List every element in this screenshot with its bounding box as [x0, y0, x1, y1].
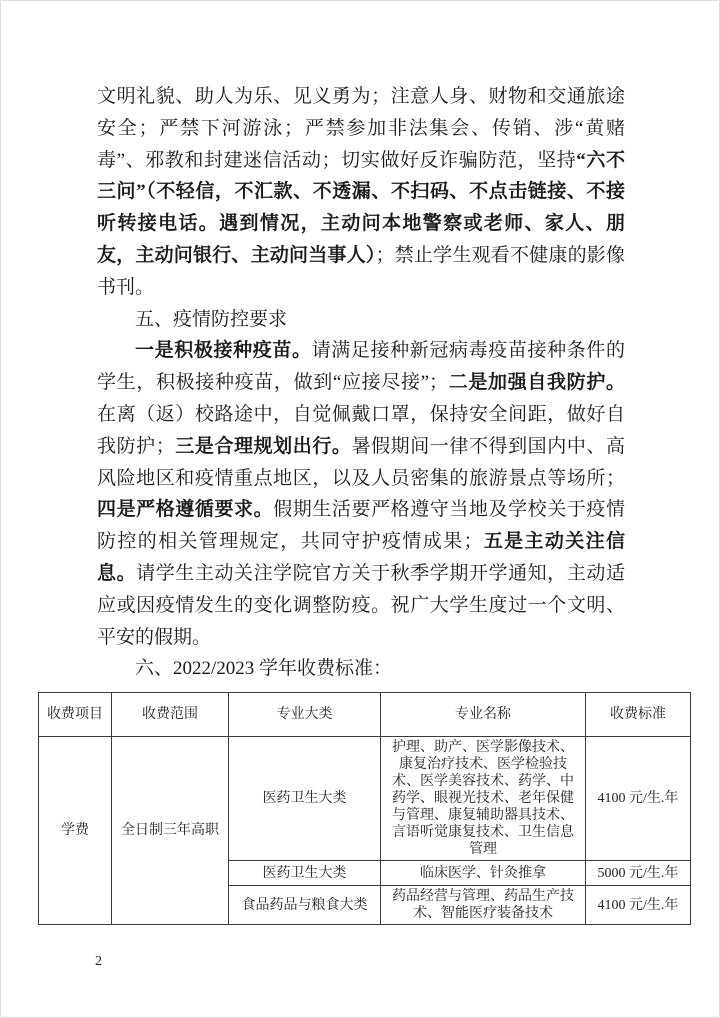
majors-cell: 护理、助产、医学影像技术、康复治疗技术、医学检验技术、医学美容技术、药学、中药学、眼视光技术、老年保健与管理、康复辅助器具技术、言语听觉康复技术、卫生信息管理	[381, 737, 586, 861]
text-run: 四是严格遵循要求。	[97, 499, 274, 521]
text-run: 三是合理规划出行。	[174, 435, 352, 457]
fee-cell: 4100 元/生.年	[586, 737, 691, 861]
majors-cell: 药品经营与管理、药品生产技术、智能医疗装备技术	[381, 886, 586, 925]
category-cell: 医药卫生大类	[229, 861, 381, 886]
paragraph	[97, 335, 625, 653]
table-header-cell: 收费标准	[586, 693, 691, 737]
text-run: ；禁止学生观看不健康的影像书刊。	[97, 244, 625, 298]
fee-table	[38, 692, 691, 925]
text-run: “六不三问”（不轻信，不汇款、不透漏、不扫码、不点击链接、不接听转接电话。遇到情况，主动问本地警察或老师、家人、朋友，主动问银行、主动问当事人）	[97, 149, 625, 266]
text-run: 文明礼貌、助人为乐、见义勇为；注意人身、财物和交通旅途安全；严禁下河游泳；严禁参加非法集会、传销、涉“黄赌毒”、邪教和封建迷信活动；切实做好反诈骗防范，坚持	[97, 86, 625, 171]
fee-table-header-row	[39, 693, 691, 737]
page-number: 2	[95, 954, 102, 969]
table-header-cell: 专业大类	[229, 693, 381, 737]
text-run: 五是主动关注信息。	[97, 531, 625, 584]
category-cell: 医药卫生大类	[229, 737, 381, 861]
table-row	[39, 737, 691, 861]
table-header-cell: 收费范围	[112, 693, 229, 737]
fee-cell: 4100 元/生.年	[586, 886, 691, 925]
category-cell: 食品药品与粮食大类	[229, 886, 381, 925]
text-run: 六、2022/2023 学年收费标准：	[135, 658, 393, 680]
text-run: 假期生活要严格遵守当地及学校关于疫情防控的相关管理规定，共同守护疫情成果；	[97, 499, 625, 553]
text-run: 请学生主动关注学院官方关于秋季学期开学通知，主动适应或因疫情发生的变化调整防疫。祝广大学生度过一个文明、平安的假期。	[97, 562, 625, 648]
table-header-cell: 专业名称	[381, 693, 586, 737]
text-run: 五、疫情防控要求	[135, 308, 288, 330]
fee-item-cell: 学费	[39, 737, 112, 925]
text-run: 暑假期间一律不得到国内中、高风险地区和疫情重点地区，以及人员密集的旅游景点等场所；	[97, 435, 625, 489]
fee-scope-cell: 全日制三年高职	[112, 737, 229, 925]
fee-cell: 5000 元/生.年	[586, 861, 691, 886]
paragraph	[97, 304, 625, 336]
text-run: 二是加强自我防护。	[448, 372, 625, 394]
text-run: 请满足接种新冠病毒疫苗接种条件的学生，积极接种疫苗，做到“应接尽接”；	[97, 340, 625, 394]
text-run: 在离（返）校路途中，自觉佩戴口罩，保持安全间距，做好自我防护；	[97, 403, 625, 457]
majors-cell: 临床医学、针灸推拿	[381, 861, 586, 886]
body-text	[97, 81, 625, 685]
paragraph	[97, 81, 625, 304]
paragraph	[97, 653, 625, 685]
text-run: 一是积极接种疫苗。	[135, 340, 312, 362]
table-header-cell: 收费项目	[39, 693, 112, 737]
